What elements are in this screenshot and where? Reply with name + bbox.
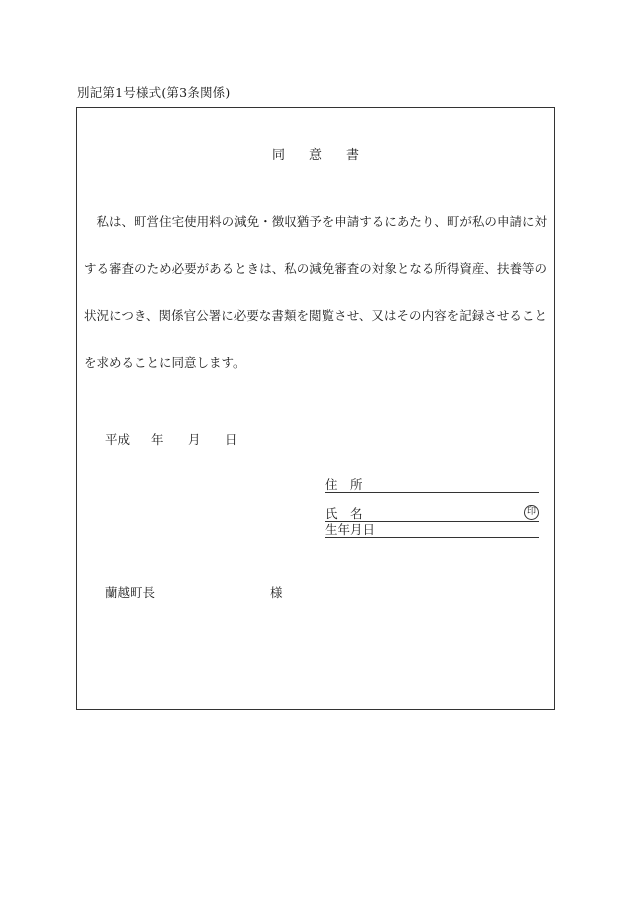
consent-form-frame — [76, 107, 555, 710]
seal-icon: 印 — [524, 505, 539, 520]
date-line — [105, 430, 238, 448]
date-year-unit: 年 — [151, 432, 164, 447]
date-day-unit: 日 — [225, 432, 238, 447]
address-label: 住 所 — [325, 477, 363, 492]
addressee-honorific: 様 — [270, 585, 283, 600]
name-label: 氏 名 — [325, 506, 363, 521]
date-era: 平成 — [105, 432, 131, 447]
addressee-name: 蘭越町長 — [105, 585, 156, 600]
consent-body-text: 私は、町営住宅使用料の減免・徴収猶予を申請するにあたり、町が私の申請に対する審査のため必要があるときは、私の減免審査の対象となる所得資産、扶養等の状況につき、関係官公署に必要な書類を閲覧させ、又はその内容を記録させることを求めることに同意します。 — [84, 214, 547, 370]
birthdate-label: 生年月日 — [325, 522, 376, 537]
birthdate-field — [325, 522, 539, 538]
address-field — [325, 477, 539, 493]
name-field — [325, 506, 539, 522]
form-number-label: 別記第1号様式(第3条関係) — [77, 85, 231, 100]
document-title: 同意書 — [271, 148, 383, 163]
date-month-unit: 月 — [188, 432, 201, 447]
